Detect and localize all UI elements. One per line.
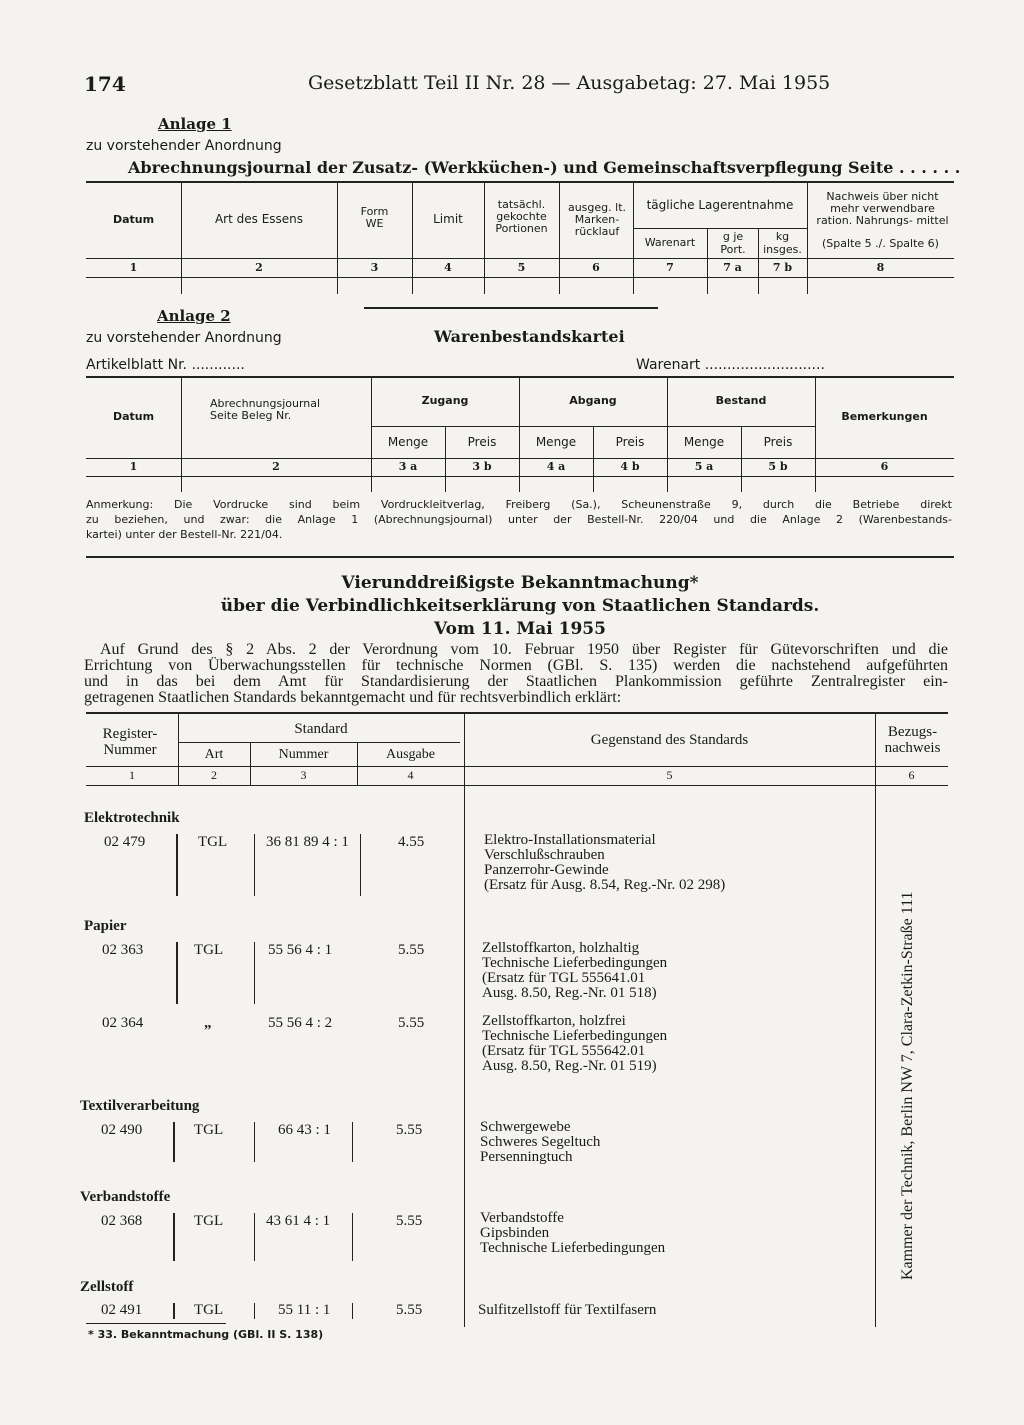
group-heading: Papier bbox=[84, 918, 127, 934]
std-col-gegenstand: Gegenstand des Standards bbox=[590, 731, 749, 748]
bekanntmachung-body bbox=[84, 642, 948, 706]
gegenstand-line: (Ersatz für Ausg. 8.54, Reg.-Nr. 02 298) bbox=[484, 877, 726, 893]
gegenstand-line: Technische Lieferbedingungen bbox=[482, 1028, 668, 1044]
a2-col-menge: Menge bbox=[683, 434, 725, 449]
warenart-label: Warenart ........................... bbox=[636, 357, 825, 373]
a2-col-preis: Preis bbox=[615, 434, 645, 449]
std-num: 5 bbox=[666, 768, 673, 783]
a2-col-abgang: Abgang bbox=[569, 394, 617, 408]
a1-col-limit: Limit bbox=[433, 212, 463, 227]
a2-col-journal: Abrechnungsjournal Seite Beleg Nr. bbox=[210, 397, 321, 422]
reg-number: 02 363 bbox=[102, 942, 144, 958]
gegenstand-line: Technische Lieferbedingungen bbox=[480, 1240, 666, 1256]
a1-col-kg: kg insges. bbox=[763, 230, 802, 256]
gegenstand-line: Gipsbinden bbox=[480, 1225, 550, 1241]
body-line: Errichtung von Überwachungsstellen für technische Normen (GBl. S. 135) werden die nachstehend aufgeführten bbox=[84, 657, 948, 674]
gegenstand-line: (Ersatz für TGL 555641.01 bbox=[482, 970, 646, 986]
a1-col-art: Art des Essens bbox=[214, 212, 304, 227]
group-heading: Zellstoff bbox=[80, 1279, 134, 1295]
reg-number: 02 368 bbox=[101, 1213, 143, 1229]
std-num: 2 bbox=[211, 768, 217, 783]
std-col-bezug: Bezugs- nachweis bbox=[884, 723, 941, 756]
a2-num: 5 b bbox=[768, 460, 788, 474]
std-art: TGL bbox=[198, 834, 228, 850]
std-nummer: 55 56 4 : 1 bbox=[268, 942, 333, 958]
a1-col-form: Form WE bbox=[360, 204, 389, 230]
anlage2-label: Anlage 2 bbox=[157, 307, 231, 325]
a2-num: 3 b bbox=[472, 460, 492, 474]
gegenstand-line: Ausg. 8.50, Reg.-Nr. 01 519) bbox=[482, 1058, 657, 1074]
a1-col-datum: Datum bbox=[112, 212, 155, 226]
a2-col-zugang: Zugang bbox=[421, 394, 469, 408]
std-nummer: 55 11 : 1 bbox=[278, 1302, 331, 1318]
body-line: getragenen Staatlichen Standards bekanntgemacht und für rechtsverbindlich erklärt: bbox=[84, 689, 622, 706]
gegenstand-line: Elektro-Installationsmaterial bbox=[484, 832, 656, 848]
artikelblatt-label: Artikelblatt Nr. ............ bbox=[86, 357, 245, 373]
bezugsnachweis-vertical: Kammer der Technik, Berlin NW 7, Clara-Zetkin-Straße 111 bbox=[899, 891, 916, 1280]
a2-num: 2 bbox=[272, 460, 280, 474]
group-heading: Verbandstoffe bbox=[80, 1189, 171, 1205]
gegenstand-line: Schwergewebe bbox=[480, 1119, 571, 1135]
std-art: TGL bbox=[194, 942, 224, 958]
a1-num: 4 bbox=[444, 260, 452, 274]
anmerkung-line: kartei) unter der Bestell-Nr. 221/04. bbox=[86, 528, 283, 541]
a2-col-menge: Menge bbox=[387, 434, 429, 449]
std-col-standard: Standard bbox=[294, 720, 348, 737]
bekanntmachung-subtitle: über die Verbindlichkeitserklärung von Staatlichen Standards. bbox=[220, 596, 820, 616]
a1-col-nachweis: Nachweis über nicht mehr verwendbare ration. Nahrungs- mittel bbox=[816, 189, 949, 228]
reg-number: 02 490 bbox=[101, 1122, 143, 1138]
gegenstand-line: Schweres Segeltuch bbox=[480, 1134, 601, 1150]
std-nummer: 36 81 89 4 : 1 bbox=[266, 834, 349, 850]
gegenstand-line: Sulfitzellstoff für Textilfasern bbox=[478, 1302, 657, 1318]
std-num: 4 bbox=[407, 768, 414, 783]
a2-col-datum: Datum bbox=[112, 410, 155, 424]
gegenstand-line: Verbandstoffe bbox=[480, 1210, 564, 1226]
std-gegenstand bbox=[480, 1120, 600, 1165]
a2-num: 5 a bbox=[694, 460, 714, 474]
page-number: 174 bbox=[84, 72, 126, 96]
std-art: TGL bbox=[194, 1122, 224, 1138]
gegenstand-line: Zellstoffkarton, holzfrei bbox=[482, 1013, 626, 1029]
page-header-title: Gesetzblatt Teil II Nr. 28 — Ausgabetag: 27. Mai 1955 bbox=[308, 72, 831, 94]
std-ausgabe: 4.55 bbox=[398, 834, 425, 850]
std-ausgabe: 5.55 bbox=[396, 1302, 423, 1318]
body-line: Auf Grund des § 2 Abs. 2 der Verordnung vom 10. Februar 1950 über Register für Gütevorschriften und die bbox=[100, 641, 948, 658]
std-nummer: 66 43 : 1 bbox=[278, 1122, 331, 1138]
a1-col-gje: g je Port. bbox=[720, 230, 746, 256]
a1-col-portionen: tatsächl. gekochte Portionen bbox=[495, 197, 548, 236]
footnote: * 33. Bekanntmachung (GBl. II S. 138) bbox=[88, 1328, 324, 1341]
std-art: TGL bbox=[194, 1302, 224, 1318]
std-num: 3 bbox=[300, 768, 307, 783]
group-heading: Elektrotechnik bbox=[84, 810, 180, 826]
anmerkung-line: zu beziehen, und zwar: die Anlage 1 (Abrechnungsjournal) unter der Bestell-Nr. 220/04 und die Anlage 2 (Warenbestands- bbox=[86, 513, 952, 526]
std-col-nummer: Nummer bbox=[278, 746, 329, 762]
std-gegenstand bbox=[482, 1014, 667, 1074]
a1-col-warenart: Warenart bbox=[644, 236, 696, 250]
std-ausgabe: 5.55 bbox=[398, 1015, 425, 1031]
group-heading: Textilverarbeitung bbox=[80, 1098, 200, 1114]
bekanntmachung-title: Vierunddreißigste Bekanntmachung* bbox=[341, 573, 699, 593]
std-col-art: Art bbox=[204, 746, 224, 762]
a1-col-marken: ausgeg. lt. Marken- rücklauf bbox=[567, 200, 627, 239]
std-col-register: Register- Nummer bbox=[102, 725, 158, 758]
gegenstand-line: (Ersatz für TGL 555642.01 bbox=[482, 1043, 646, 1059]
std-nummer: 55 56 4 : 2 bbox=[268, 1015, 333, 1031]
a1-num: 7 b bbox=[772, 260, 793, 274]
reg-number: 02 364 bbox=[102, 1015, 144, 1031]
a1-num: 1 bbox=[129, 260, 138, 274]
a1-num: 8 bbox=[876, 260, 885, 274]
a1-num: 5 bbox=[517, 260, 526, 274]
a1-num: 2 bbox=[255, 260, 263, 274]
gegenstand-line: Persenningtuch bbox=[480, 1149, 573, 1165]
anlage2-subtitle: zu vorstehender Anordnung bbox=[86, 330, 282, 346]
a2-num: 3 a bbox=[398, 460, 418, 474]
a2-col-bemerkungen: Bemerkungen bbox=[841, 410, 928, 424]
a1-num: 3 bbox=[370, 260, 379, 274]
gegenstand-line: Panzerrohr-Gewinde bbox=[484, 862, 609, 878]
std-ausgabe: 5.55 bbox=[396, 1122, 423, 1138]
reg-number: 02 479 bbox=[104, 834, 146, 850]
gegenstand-line: Ausg. 8.50, Reg.-Nr. 01 518) bbox=[482, 985, 657, 1001]
a1-num: 6 bbox=[592, 260, 600, 274]
std-num: 6 bbox=[908, 768, 915, 783]
std-gegenstand bbox=[484, 833, 725, 893]
bekanntmachung-date: Vom 11. Mai 1955 bbox=[434, 619, 606, 639]
std-num: 1 bbox=[129, 768, 135, 783]
a2-num: 4 a bbox=[546, 460, 566, 474]
body-line: und in das bei dem Amt für Standardisierung der Staatlichen Plankommission geführte Zentralregister ein- bbox=[84, 673, 948, 690]
anlage1-label: Anlage 1 bbox=[158, 115, 232, 133]
std-ausgabe: 5.55 bbox=[398, 942, 425, 958]
a2-col-preis: Preis bbox=[763, 434, 793, 449]
std-art: „ bbox=[204, 1015, 212, 1031]
reg-number: 02 491 bbox=[101, 1302, 143, 1318]
std-ausgabe: 5.55 bbox=[396, 1213, 423, 1229]
anmerkung bbox=[86, 497, 952, 542]
a1-num: 7 bbox=[666, 260, 674, 274]
std-art: TGL bbox=[194, 1213, 224, 1229]
a1-num: 7 a bbox=[723, 260, 742, 274]
a1-col-lager: tägliche Lagerentnahme bbox=[646, 198, 794, 213]
gegenstand-line: Verschlußschrauben bbox=[484, 847, 605, 863]
a1-col-nachweis-ref: (Spalte 5 ./. Spalte 6) bbox=[822, 236, 939, 250]
std-nummer: 43 61 4 : 1 bbox=[266, 1213, 331, 1229]
std-gegenstand bbox=[482, 941, 667, 1001]
std-gegenstand bbox=[480, 1211, 665, 1256]
anmerkung-line: Anmerkung: Die Vordrucke sind beim Vordruckleitverlag, Freiberg (Sa.), Scheunenstraße 9, durch die Betriebe direkt bbox=[86, 498, 952, 511]
a2-num: 6 bbox=[880, 460, 889, 474]
gegenstand-line: Technische Lieferbedingungen bbox=[482, 955, 668, 971]
anlage1-title: Abrechnungsjournal der Zusatz- (Werkküchen-) und Gemeinschaftsverpflegung Seite . . . . . . bbox=[128, 158, 961, 177]
a2-num: 4 b bbox=[620, 460, 640, 474]
a2-col-bestand: Bestand bbox=[715, 394, 767, 408]
a2-col-preis: Preis bbox=[467, 434, 497, 449]
a2-col-menge: Menge bbox=[535, 434, 577, 449]
std-gegenstand bbox=[478, 1303, 656, 1318]
a2-num: 1 bbox=[129, 460, 138, 474]
anlage1-subtitle: zu vorstehender Anordnung bbox=[86, 138, 282, 154]
std-col-ausgabe: Ausgabe bbox=[386, 746, 435, 762]
anlage2-title: Warenbestandskartei bbox=[434, 327, 625, 346]
gegenstand-line: Zellstoffkarton, holzhaltig bbox=[482, 940, 640, 956]
